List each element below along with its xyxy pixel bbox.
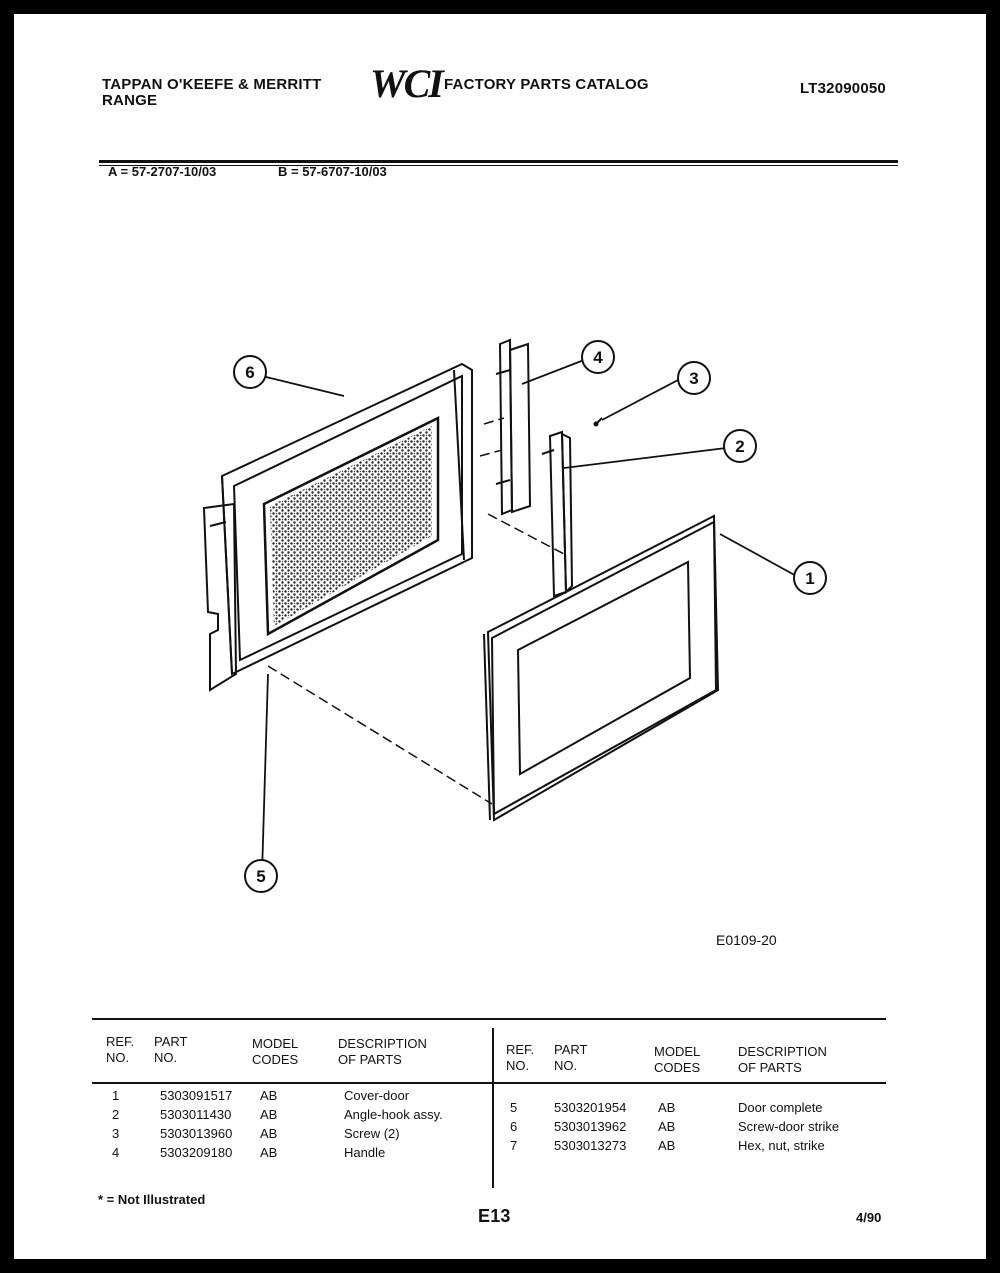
table-row — [106, 1126, 443, 1145]
model-code-a: A = 57-2707-10/03 — [108, 164, 217, 179]
codes-cell: AB — [260, 1088, 278, 1103]
product-type: RANGE — [102, 92, 158, 109]
header-part-no: PART NO. — [154, 1034, 188, 1065]
ref-cell: 7 — [510, 1138, 518, 1153]
desc-cell: Angle-hook assy. — [344, 1107, 443, 1122]
parts-table-right — [506, 1100, 839, 1157]
part-cell: 5303201954 — [554, 1100, 627, 1115]
catalog-title: FACTORY PARTS CATALOG — [444, 76, 649, 93]
table-row — [106, 1107, 443, 1126]
ref-cell: 1 — [112, 1088, 120, 1103]
catalog-date: 4/90 — [856, 1210, 882, 1225]
callout-6-label: 6 — [245, 363, 255, 382]
handle-part — [496, 340, 530, 514]
part-cell: 5303011430 — [160, 1107, 232, 1122]
ref-cell: 3 — [112, 1126, 120, 1141]
desc-cell: Screw (2) — [344, 1126, 400, 1141]
header-part-no-right: PART NO. — [554, 1042, 588, 1073]
desc-cell: Hex, nut, strike — [738, 1138, 825, 1153]
callout-4-label: 4 — [593, 348, 603, 367]
part-cell: 5303091517 — [160, 1088, 233, 1103]
brand-name: TAPPAN O'KEEFE & MERRITT — [102, 76, 322, 93]
part-cell: 5303209180 — [160, 1145, 233, 1160]
desc-cell: Handle — [344, 1145, 386, 1160]
callout-5-label: 5 — [256, 867, 266, 886]
parts-table-left — [106, 1088, 443, 1164]
desc-cell: Screw-door strike — [738, 1119, 840, 1134]
codes-cell: AB — [658, 1100, 676, 1115]
table-row — [506, 1119, 839, 1138]
header-ref-no: REF. NO. — [106, 1034, 135, 1065]
header-ref-no-right: REF. NO. — [506, 1042, 535, 1073]
ref-cell: 5 — [510, 1100, 518, 1115]
model-number: LT32090050 — [800, 80, 886, 97]
table-row — [106, 1145, 443, 1164]
header-description: DESCRIPTION OF PARTS — [338, 1036, 427, 1067]
codes-cell: AB — [260, 1107, 278, 1122]
header-model-codes-right: MODEL CODES — [654, 1044, 701, 1075]
table-row — [106, 1088, 443, 1107]
table-top-rule — [92, 1018, 886, 1020]
page-code: E13 — [478, 1206, 511, 1226]
screw-shank — [596, 418, 602, 424]
part-cell: 5303013960 — [160, 1126, 233, 1141]
angle-hook-part — [542, 432, 572, 596]
not-illustrated-note: * = Not Illustrated — [98, 1192, 206, 1207]
part-cell: 5303013962 — [554, 1119, 627, 1134]
model-code-b: B = 57-6707-10/03 — [278, 164, 387, 179]
callout-2-label: 2 — [735, 437, 745, 456]
table-row — [506, 1100, 839, 1119]
callout-circles — [234, 341, 826, 892]
callout-3-label: 3 — [689, 369, 699, 388]
desc-cell: Door complete — [738, 1100, 823, 1115]
figure-id: E0109-20 — [716, 932, 777, 948]
header-description-right: DESCRIPTION OF PARTS — [738, 1044, 827, 1075]
part-cell: 5303013273 — [554, 1138, 627, 1153]
ref-cell: 4 — [112, 1145, 120, 1160]
codes-cell: AB — [260, 1126, 278, 1141]
wci-logo: WCI — [370, 61, 442, 106]
header-model-codes: MODEL CODES — [252, 1036, 299, 1067]
codes-cell: AB — [260, 1145, 278, 1160]
ref-cell: 6 — [510, 1119, 518, 1134]
codes-cell: AB — [658, 1138, 676, 1153]
catalog-page — [14, 14, 986, 1259]
table-header-rule — [92, 1082, 886, 1084]
table-row — [506, 1138, 839, 1157]
codes-cell: AB — [658, 1119, 676, 1134]
door-glass-part — [484, 516, 718, 820]
table-divider — [492, 1028, 494, 1188]
callout-1-label: 1 — [805, 569, 815, 588]
desc-cell: Cover-door — [344, 1088, 410, 1103]
ref-cell: 2 — [112, 1107, 120, 1122]
exploded-parts-diagram — [14, 14, 986, 974]
